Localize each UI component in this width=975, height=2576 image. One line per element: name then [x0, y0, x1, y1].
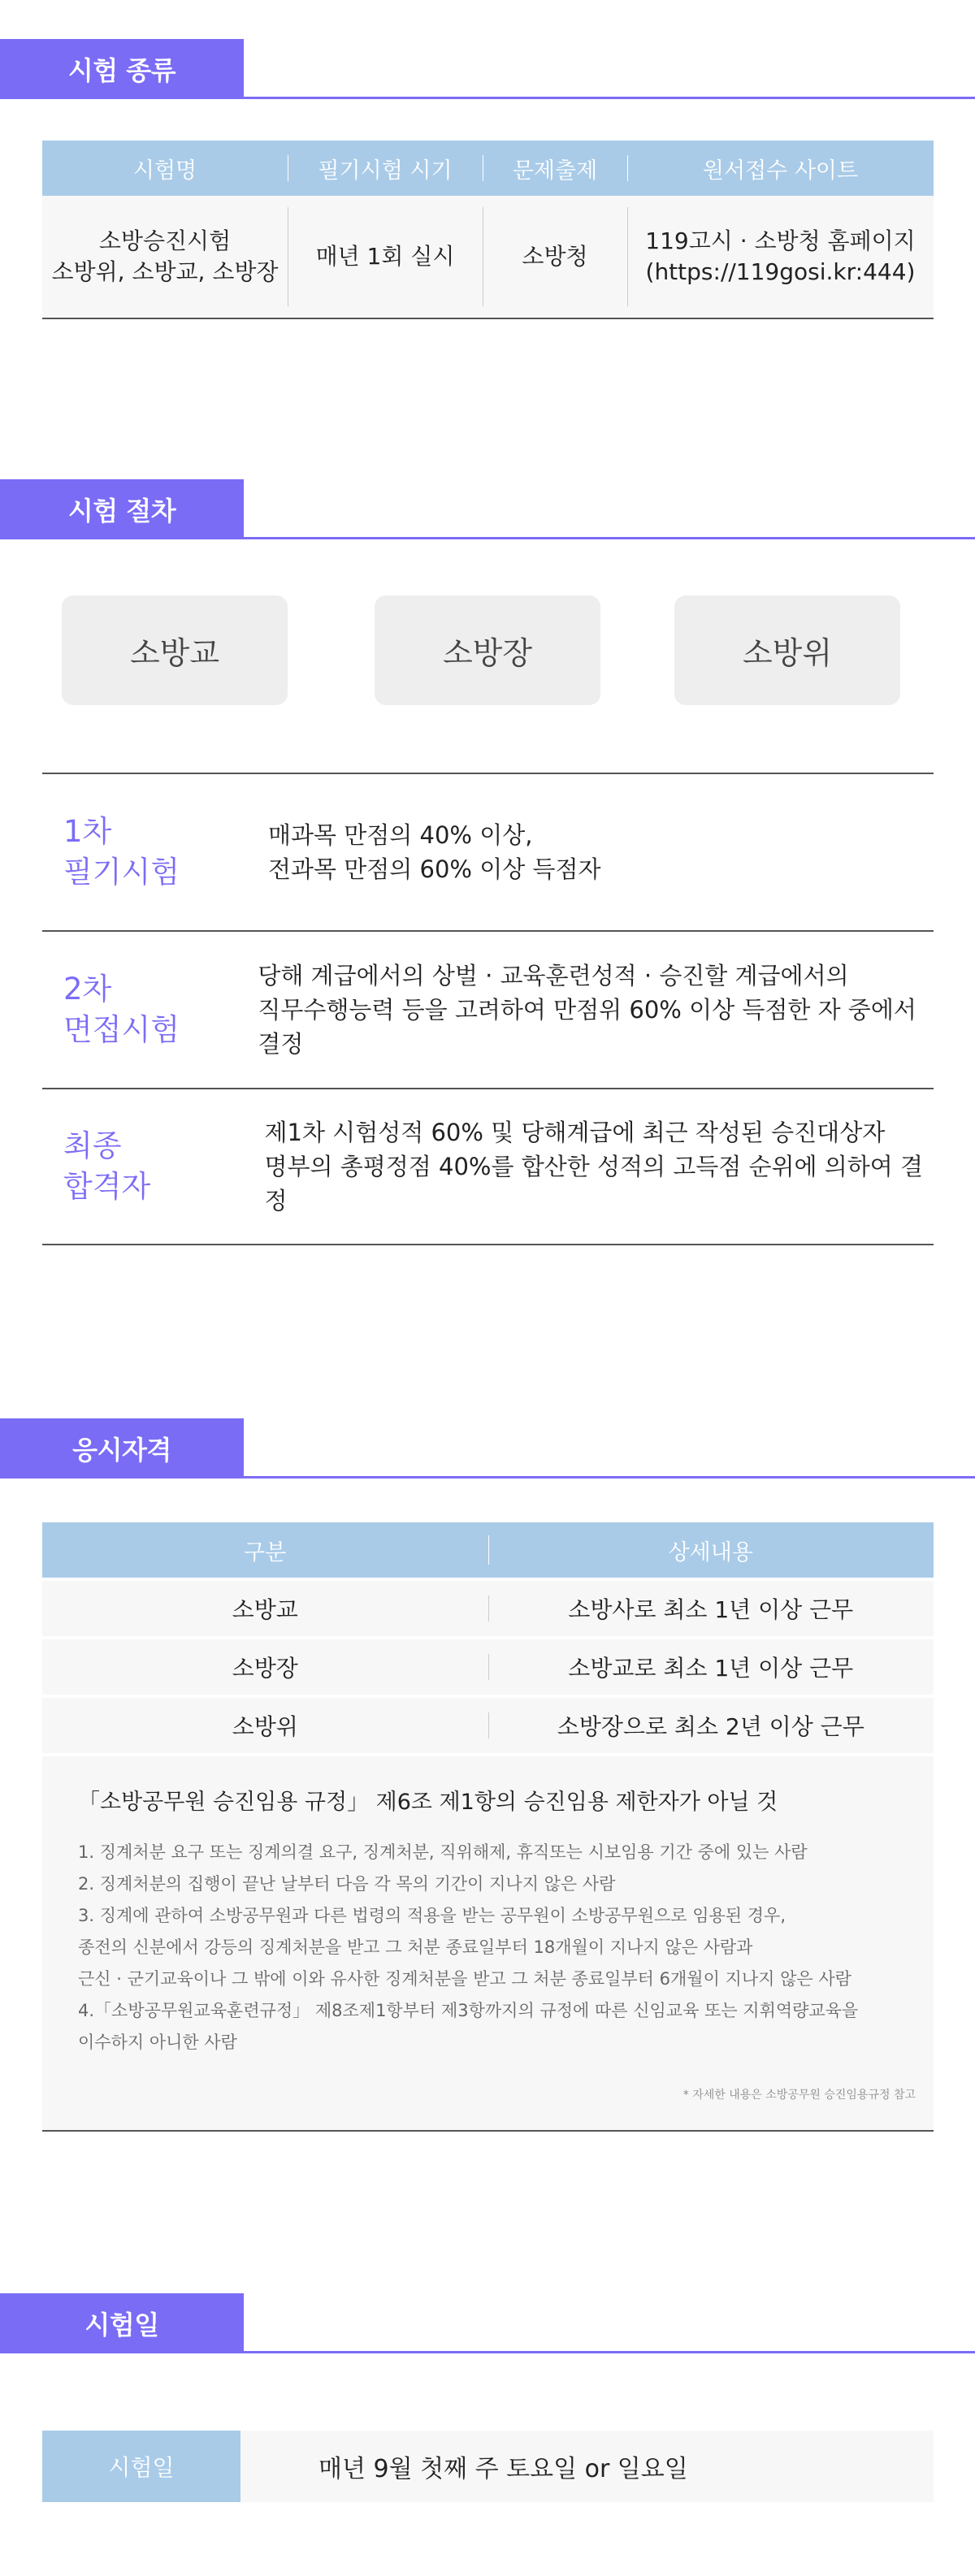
section-header-date — [0, 2293, 975, 2353]
exam-name-cell: 소방승진시험 소방위, 소방교, 소방장 — [51, 227, 279, 285]
section-header-types — [0, 39, 975, 99]
note-item: 2. 징계처분의 집행이 끝난 날부터 다음 각 목의 기간이 지나지 않은 사람 — [78, 1874, 616, 1894]
exam-date-value: 매년 9월 첫째 주 토요일 or 일요일 — [318, 2455, 688, 2483]
section-divider — [244, 2351, 975, 2353]
table-row — [42, 1698, 934, 1753]
rank-cell: 소방장 — [232, 1655, 298, 1682]
step-description: 매과목 만점의 40% 이상, 전과목 만점의 60% 이상 득점자 — [268, 820, 601, 883]
section-divider — [244, 97, 975, 99]
exam-date-row — [42, 2431, 934, 2502]
rank-cell: 소방위 — [232, 1713, 298, 1740]
exam-date-label: 시험일 — [42, 2431, 240, 2502]
section-title: 시험일 — [0, 2293, 244, 2353]
table-header — [42, 141, 934, 196]
stage-box: 소방장 — [375, 595, 600, 705]
step-row — [42, 773, 934, 930]
section-header-eligibility — [0, 1418, 975, 1478]
detail-cell: 소방교로 최소 1년 이상 근무 — [488, 1639, 934, 1695]
step-title: 2차 면접시험 — [63, 972, 180, 1047]
detail-cell: 소방사로 최소 1년 이상 근무 — [488, 1581, 934, 1636]
table-header — [42, 1522, 934, 1578]
table-row — [42, 196, 934, 319]
column-header: 상세내용 — [488, 1522, 934, 1578]
note-item: 4.「소방공무원교육훈련규정」 제8조제1항부터 제3항까지의 규정에 따른 신임교육 또는 지휘역량교육을 이수하지 아니한 사람 — [78, 2001, 859, 2052]
exam-issuer-cell: 소방청 — [483, 196, 627, 318]
section-title: 시험 절차 — [0, 479, 244, 539]
section-title: 시험 종류 — [0, 39, 244, 99]
table-row — [42, 1639, 934, 1695]
step-description: 당해 계급에서의 상벌 · 교육훈련성적 · 승진할 계급에서의 직무수행능력 등을 고려하여 만점위 60% 이상 득점한 자 중에서 결정 — [258, 961, 916, 1059]
rank-cell: 소방교 — [232, 1596, 298, 1623]
note-footnote: * 자세한 내용은 소방공무원 승진임용규정 참고 — [682, 2089, 916, 2102]
column-header: 문제출제 — [483, 141, 627, 196]
step-row — [42, 930, 934, 1088]
stage-box: 소방위 — [674, 595, 900, 705]
note-item: 3. 징계에 관하여 소방공무원과 다른 법령의 적용을 받는 공무원이 소방공무원으로 임용된 경우, 종전의 신분에서 강등의 징계처분을 받고 그 처분 종료일부터 18개월이 지나지 않은 사람과 근신 · 군기교육이나 그 밖에 이와 유사한 징계처분을 받고 그 처분 종료일부터 6개월이 지나지 않은 사람 — [78, 1906, 852, 1989]
restriction-note — [42, 1756, 934, 2132]
table-row — [42, 1581, 934, 1636]
procedure-steps — [42, 773, 934, 1245]
stage-box: 소방교 — [62, 595, 288, 705]
exam-timing-cell: 매년 1회 실시 — [288, 196, 483, 318]
column-header: 시험명 — [132, 158, 197, 184]
eligibility-table — [42, 1522, 934, 2132]
section-header-procedure — [0, 479, 975, 539]
exam-types-table — [42, 141, 934, 319]
column-header: 원서접수 사이트 — [627, 141, 934, 196]
section-divider — [244, 537, 975, 539]
detail-cell: 소방장으로 최소 2년 이상 근무 — [488, 1698, 934, 1753]
application-site-cell: 119고시 · 소방청 홈페이지 (https://119gosi.kr:444) — [627, 196, 934, 318]
section-title: 응시자격 — [0, 1418, 244, 1478]
column-header: 필기시험 시기 — [288, 141, 483, 196]
note-lead: 「소방공무원 승진임용 규정」 제6조 제1항의 승진임용 제한자가 아닐 것 — [78, 1790, 778, 1815]
section-divider — [244, 1476, 975, 1478]
step-title: 최종 합격자 — [63, 1128, 151, 1204]
step-title: 1차 필기시험 — [63, 814, 180, 890]
step-row — [42, 1088, 934, 1245]
column-header: 구분 — [244, 1539, 287, 1565]
step-description: 제1차 시험성적 60% 및 당해계급에 최근 작성된 승진대상자 명부의 총평정점 40%를 합산한 성적의 고득점 순위에 의하여 결정 — [264, 1118, 924, 1215]
note-item: 1. 징계처분 요구 또는 징계의결 요구, 징계처분, 직위해제, 휴직또는 시보임용 기간 중에 있는 사람 — [78, 1842, 808, 1862]
